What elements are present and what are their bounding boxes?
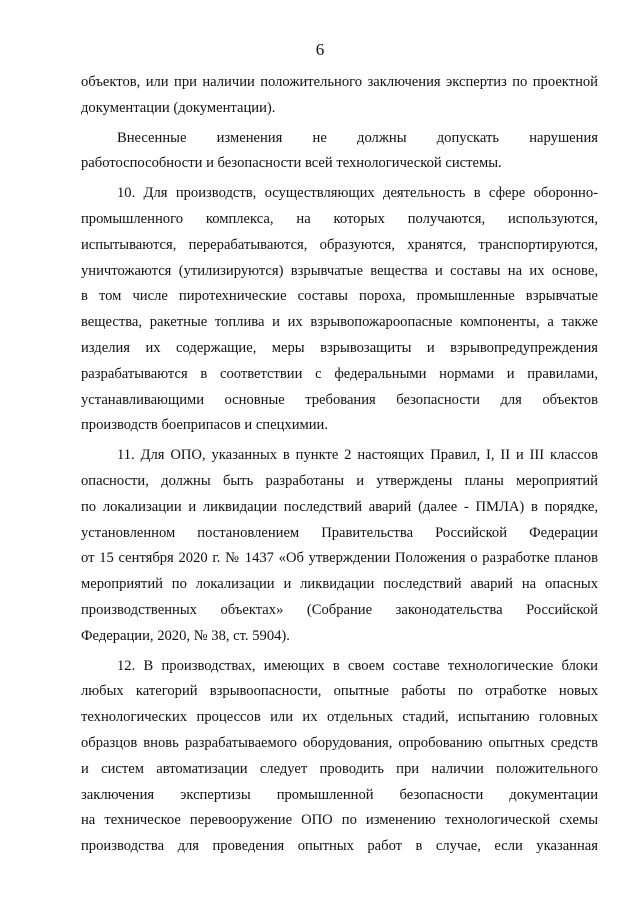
text-line: мероприятий по локализации и ликвидации последствий аварий на опасных bbox=[81, 576, 598, 593]
text-line: объектов, или при наличии положительного заключения экспертиз по проектной bbox=[81, 74, 598, 90]
text-line: производства для проведения опытных работ в случае, если указанная bbox=[81, 838, 598, 855]
text-line: от 15 сентября 2020 г. № 1437 «Об утверждении Положения о разработке планов bbox=[81, 550, 598, 567]
paragraph-p-11 bbox=[81, 443, 598, 649]
text-line: на техническое перевооружение ОПО по изменению технологической схемы bbox=[81, 812, 598, 829]
text-line: вещества, ракетные топлива и их взрывопожароопасные компоненты, а также bbox=[81, 314, 598, 331]
text-line: установленном постановлением Правительства Российской Федерации bbox=[81, 524, 598, 541]
text-line: Внесенные изменения не должны допускать нарушения bbox=[117, 129, 598, 146]
text-line: по локализации и ликвидации последствий аварий (далее - ПМЛА) в порядке, bbox=[81, 498, 598, 515]
text-line: изделия их содержащие, меры взрывозащиты и взрывопредупреждения bbox=[81, 339, 598, 356]
text-line: опасности, должны быть разработаны и утверждены планы мероприятий bbox=[81, 472, 598, 489]
text-line: 11. Для ОПО, указанных в пункте 2 настоящих Правил, I, II и III классов bbox=[117, 447, 598, 464]
text-line: уничтожаются (утилизируются) взрывчатые вещества и составы на их основе, bbox=[81, 262, 598, 279]
text-line: промышленного комплекса, на которых получаются, используются, bbox=[81, 210, 598, 227]
page-number: 6 bbox=[315, 40, 325, 59]
text-line: работоспособности и безопасности всей технологической системы. bbox=[81, 155, 502, 172]
text-line: 12. В производствах, имеющих в своем составе технологические блоки bbox=[117, 657, 598, 674]
text-line: Федерации, 2020, № 38, ст. 5904). bbox=[81, 627, 290, 644]
paragraph-p-10 bbox=[81, 181, 598, 439]
text-line: производственных объектах» (Собрание законодательства Российской bbox=[81, 601, 598, 618]
text-line: в том числе пиротехнические составы пороха, промышленные взрывчатые bbox=[81, 288, 598, 305]
text-line: образцов вновь разрабатываемого оборудования, опробованию опытных средств bbox=[81, 734, 598, 751]
paragraph-p-continued bbox=[81, 70, 598, 122]
text-line: заключения экспертизы промышленной безопасности документации bbox=[81, 786, 598, 803]
text-line: разрабатываются в соответствии с федеральными нормами и правилами, bbox=[81, 365, 598, 382]
text-line: и систем автоматизации следует проводить при наличии положительного bbox=[81, 760, 598, 777]
text-line: любых категорий взрывоопасности, опытные работы по отработке новых bbox=[81, 683, 598, 700]
text-line: устанавливающими основные требования безопасности для объектов bbox=[81, 391, 598, 408]
document-body bbox=[81, 70, 598, 860]
text-line: 10. Для производств, осуществляющих деятельность в сфере оборонно- bbox=[117, 185, 598, 202]
text-line: испытываются, перерабатываются, образуются, хранятся, транспортируются, bbox=[81, 236, 598, 253]
paragraph-p-12 bbox=[81, 654, 598, 860]
text-line: технологических процессов или их отдельных стадий, испытанию головных bbox=[81, 709, 598, 726]
text-line: производств боеприпасов и спецхимии. bbox=[81, 417, 329, 434]
text-line: документации (документации). bbox=[81, 99, 276, 116]
paragraph-p-changes bbox=[81, 126, 598, 178]
